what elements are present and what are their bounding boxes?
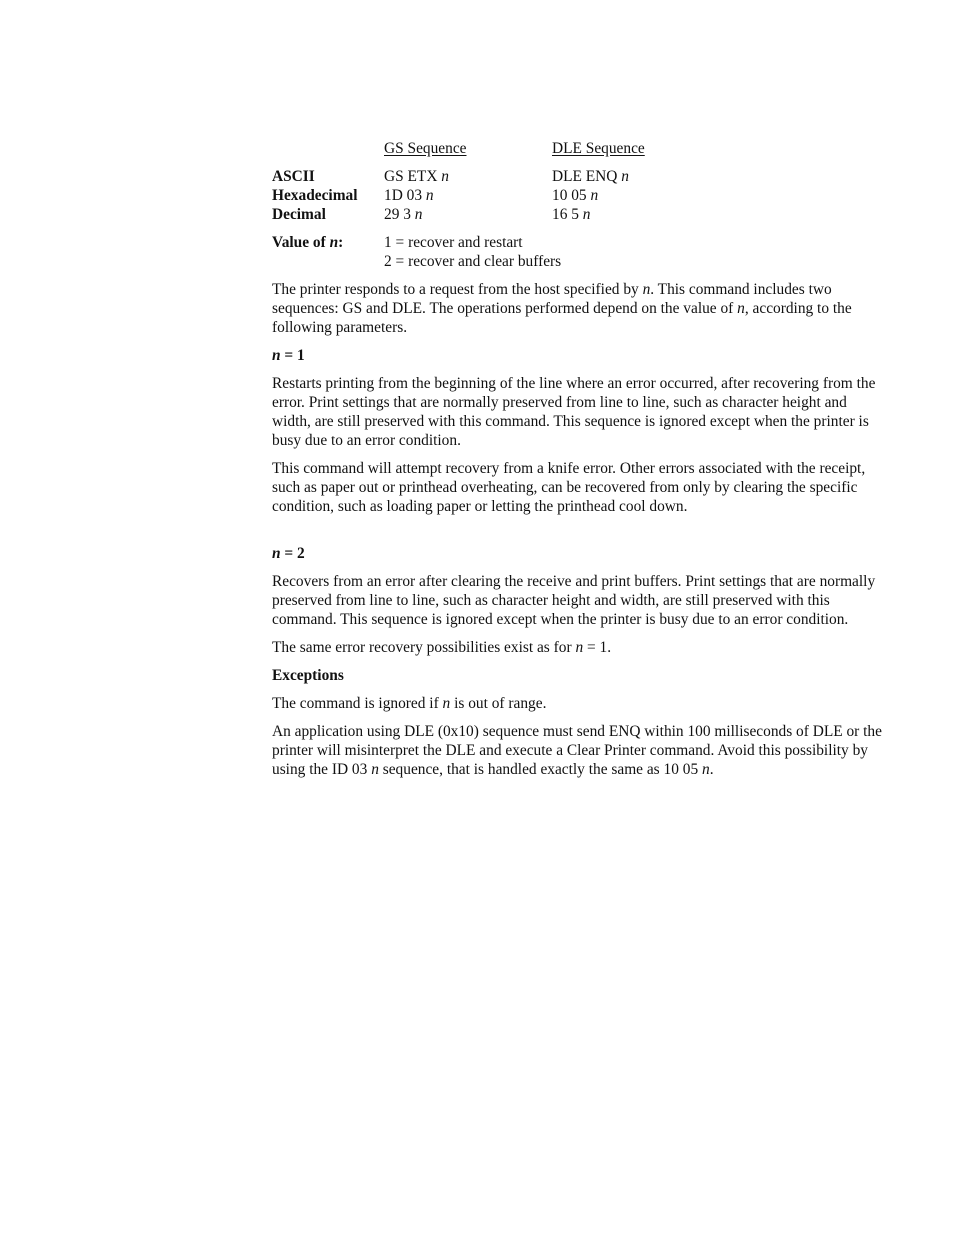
row-label-hexadecimal: Hexadecimal (272, 187, 358, 204)
n1-heading (272, 346, 884, 365)
value-text: 1D 03 (384, 187, 426, 204)
table-row (272, 205, 884, 224)
gs-decimal-value (384, 205, 422, 224)
n1-paragraph-2: This command will attempt recovery from a knife error. Other errors associated with the receipt, such as paper out or printhead overheating, can be recovered from only by clearing the specific condition, such as loading paper or letting the printhead cool down. (272, 460, 866, 515)
value-text: GS ETX (384, 168, 442, 185)
variable-n: n (621, 168, 629, 185)
text: sequence, that is handled exactly the same as 10 05 (378, 761, 702, 778)
text: The printer responds to a request from the host specified by (272, 281, 643, 298)
text: The same error recovery possibilities exist as for (272, 639, 576, 656)
variable-n: n (425, 187, 434, 204)
label-text: Value of (272, 234, 330, 251)
variable-n: n (329, 234, 339, 251)
gs-hex-value (384, 186, 434, 205)
n1-paragraph-1: Restarts printing from the beginning of the line where an error occurred, after recovering from the error. Print settings that are normally preserved from line to line, such as character height and width, are still preserved with this command. This sequence is ignored except when the printer is busy due to an error condition. (272, 375, 876, 449)
variable-n: n (414, 206, 423, 223)
variable-n: n (702, 761, 710, 778)
value-list (384, 233, 561, 271)
value-option-1: 1 = recover and restart (384, 234, 523, 251)
variable-n: n (590, 187, 599, 204)
gs-sequence-header: GS Sequence (384, 140, 467, 157)
value-of-n-label (272, 233, 343, 252)
table-row (272, 186, 884, 205)
label-colon: : (338, 234, 344, 251)
row-label-ascii: ASCII (272, 168, 315, 185)
variable-n: n (272, 347, 281, 364)
exceptions-paragraph-1 (272, 694, 884, 713)
value-text: DLE ENQ (552, 168, 622, 185)
text: An application using DLE (0x10) sequence must send ENQ within 100 milliseconds of DLE or the printer will misinterpret the DLE and execute a Clear Printer command. Avoid this possibility by using the ID 03 (272, 723, 882, 778)
exceptions-heading: Exceptions (272, 667, 344, 684)
exceptions-paragraph-2 (272, 722, 884, 779)
dle-sequence-header: DLE Sequence (552, 140, 645, 157)
text: = 1 (280, 347, 305, 364)
intro-paragraph (272, 280, 884, 337)
variable-n: n (642, 281, 651, 298)
text: The command is ignored if (272, 695, 443, 712)
value-of-n-block (272, 233, 884, 271)
document-page (272, 139, 884, 779)
n2-paragraph-1: Recovers from an error after clearing the receive and print buffers. Print settings that are normally preserved from line to line, such as character height and width, are still preserved with this command. This sequence is ignored except when the printer is busy due to an error condition. (272, 573, 876, 628)
n2-heading (272, 544, 884, 563)
variable-n: n (582, 206, 591, 223)
value-text: 29 3 (384, 206, 415, 223)
text: is out of range. (450, 695, 547, 712)
text: = 2 (280, 545, 305, 562)
n2-paragraph-2 (272, 638, 884, 657)
dle-ascii-value (552, 167, 629, 186)
sequence-table-header (272, 139, 884, 158)
text: , according to the following parameters. (272, 300, 852, 336)
row-label-decimal: Decimal (272, 206, 326, 223)
value-option-2: 2 = recover and clear buffers (384, 253, 562, 270)
variable-n: n (575, 639, 584, 656)
table-row (272, 167, 884, 186)
gs-ascii-value (384, 167, 449, 186)
dle-hex-value (552, 186, 598, 205)
variable-n: n (442, 695, 451, 712)
variable-n: n (272, 545, 281, 562)
dle-decimal-value (552, 205, 590, 224)
text: . (709, 761, 714, 778)
variable-n: n (441, 168, 449, 185)
value-text: 16 5 (552, 206, 583, 223)
variable-n: n (737, 300, 745, 317)
text: . This command includes two sequences: GS and DLE. The operations performed depend on the value of (272, 281, 832, 317)
value-text: 10 05 (552, 187, 591, 204)
text: = 1. (583, 639, 612, 656)
variable-n: n (371, 761, 379, 778)
